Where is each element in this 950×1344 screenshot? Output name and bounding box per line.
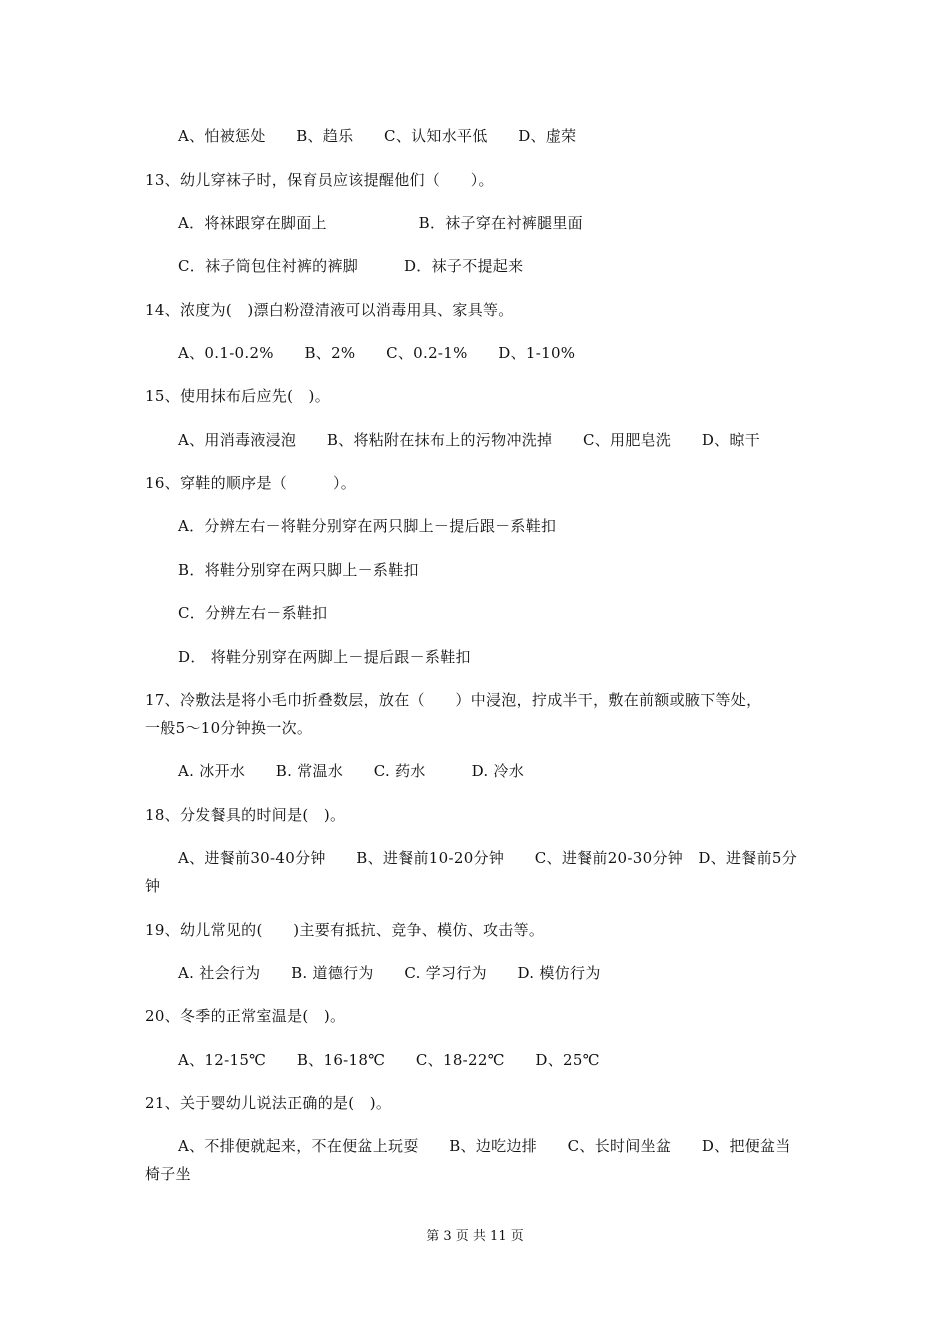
q14-options: A、0.1-0.2% B、2% C、0.2-1% D、1-10% (178, 344, 576, 362)
q18-question: 18、分发餐具的时间是( )。 (145, 806, 346, 824)
q19-options: A. 社会行为 B. 道德行为 C. 学习行为 D. 模仿行为 (178, 964, 601, 982)
q13-options-cd: C．袜子筒包住衬裤的裤脚 D．袜子不提起来 (178, 257, 524, 275)
q16-question: 16、穿鞋的顺序是（ ）。 (145, 474, 357, 492)
q17-options: A. 冰开水 B. 常温水 C. 药水 D. 冷水 (178, 762, 525, 780)
q21-options-line1: A、不排便就起来，不在便盆上玩耍 B、边吃边排 C、长时间坐盆 D、把便盆当 (178, 1137, 791, 1155)
q14-question: 14、浓度为( )漂白粉澄清液可以消毒用具、家具等。 (145, 301, 514, 319)
q15-options: A、用消毒液浸泡 B、将粘附在抹布上的污物冲洗掉 C、用肥皂洗 D、晾干 (178, 431, 761, 449)
q16-option-c: C．分辨左右－系鞋扣 (178, 604, 328, 622)
q20-options: A、12-15℃ B、16-18℃ C、18-22℃ D、25℃ (178, 1051, 600, 1069)
q17-question-line2: 一般5～10分钟换一次。 (145, 719, 313, 737)
q13-options-ab: A．将袜跟穿在脚面上 B．袜子穿在衬裤腿里面 (178, 214, 583, 232)
page-footer: 第 3 页 共 11 页 (426, 1229, 524, 1244)
q13-question: 13、幼儿穿袜子时，保育员应该提醒他们（ ）。 (145, 171, 494, 189)
q21-options-line2: 椅子坐 (145, 1165, 191, 1183)
q16-option-a: A．分辨左右－将鞋分别穿在两只脚上－提后跟－系鞋扣 (178, 517, 557, 535)
q18-options-line1: A、进餐前30-40分钟 B、进餐前10-20分钟 C、进餐前20-30分钟 D、进餐前5分 (178, 849, 798, 867)
q16-option-b: B．将鞋分别穿在两只脚上－系鞋扣 (178, 561, 419, 579)
q19-question: 19、幼儿常见的( )主要有抵抗、竞争、模仿、攻击等。 (145, 921, 545, 939)
q12-options: A、怕被惩处 B、趋乐 C、认知水平低 D、虚荣 (178, 127, 577, 145)
q18-options-line2: 钟 (145, 877, 161, 895)
q16-option-d: D． 将鞋分别穿在两脚上－提后跟－系鞋扣 (178, 648, 471, 666)
q20-question: 20、冬季的正常室温是( )。 (145, 1007, 346, 1025)
q21-question: 21、关于婴幼儿说法正确的是( )。 (145, 1094, 392, 1112)
q17-question-line1: 17、冷敷法是将小毛巾折叠数层，放在（ ）中浸泡，拧成半干，敷在前额或腋下等处， (145, 691, 762, 709)
q15-question: 15、使用抹布后应先( )。 (145, 387, 330, 405)
